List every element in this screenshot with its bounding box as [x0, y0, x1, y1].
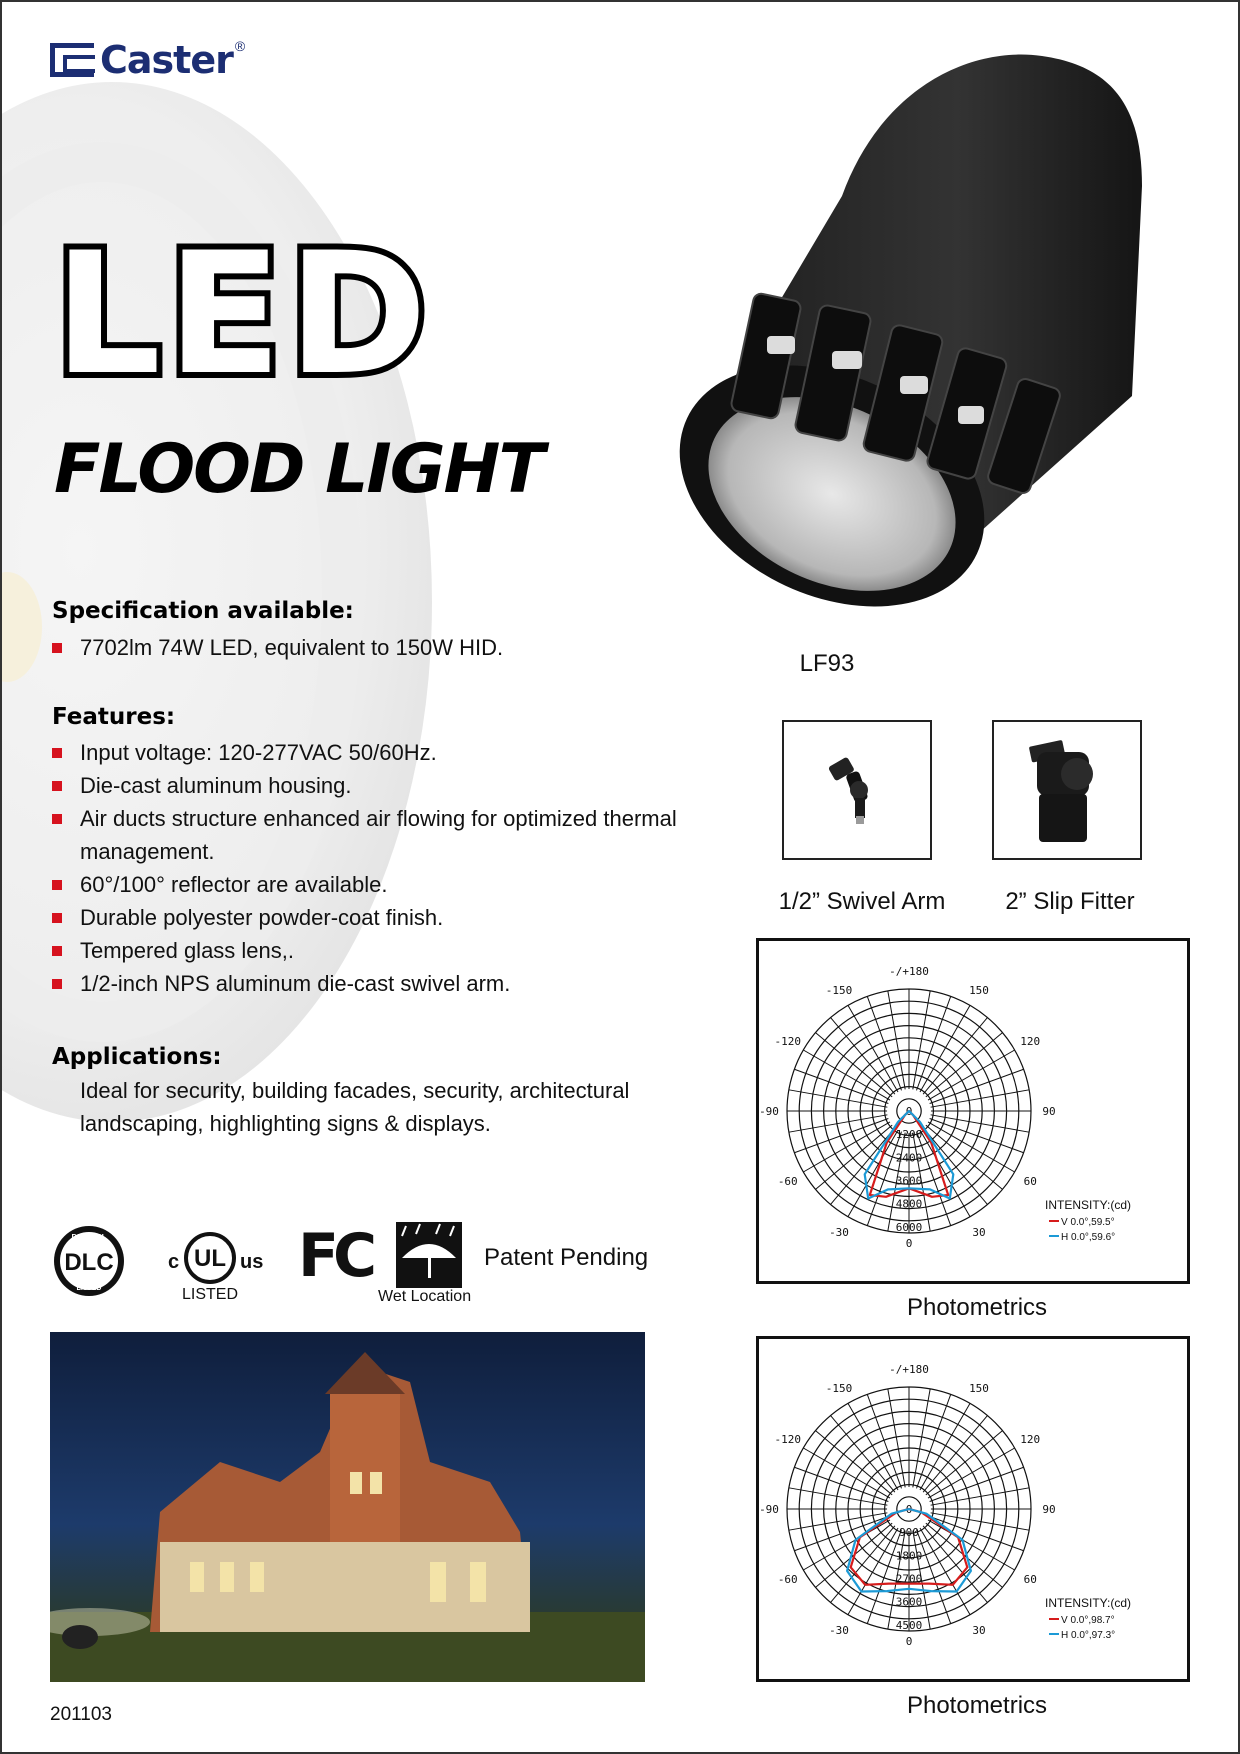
angle-label: -/+180	[889, 1363, 929, 1376]
features-list	[52, 736, 732, 1000]
angle-label: -120	[774, 1035, 802, 1048]
polar-spoke	[917, 1394, 951, 1488]
angle-label: 90	[1042, 1105, 1056, 1118]
ul-badge	[162, 1230, 272, 1310]
legend-label: V 0.0°,59.5°	[1061, 1217, 1115, 1228]
title-flood-light: FLOOD LIGHT	[54, 430, 543, 509]
angle-label: -60	[777, 1175, 798, 1188]
bullet-square-icon	[52, 946, 62, 956]
dlc-bottom-text: LISTED	[76, 1285, 102, 1292]
radial-tick-label: 4800	[895, 1197, 923, 1211]
spec-list	[52, 631, 503, 664]
angle-label: -60	[777, 1573, 798, 1586]
polar-spoke	[848, 1005, 898, 1092]
polar-spoke	[928, 1520, 1015, 1570]
bullet-square-icon	[52, 880, 62, 890]
swivel-arm-label: 1/2” Swivel Arm	[778, 888, 946, 915]
ul-us-text: us	[240, 1251, 264, 1273]
legend-title: INTENSITY:(cd)	[1045, 1198, 1132, 1212]
bullet-square-icon	[52, 748, 62, 758]
angle-label: 30	[972, 1226, 986, 1240]
polar-spoke	[803, 1448, 890, 1498]
angle-label: 30	[972, 1624, 986, 1638]
bullet-square-icon	[52, 979, 62, 989]
ul-mark-text: UL	[194, 1245, 226, 1272]
polar-spoke	[803, 1050, 890, 1100]
angle-label: 60	[1023, 1175, 1037, 1188]
fc-mark: FC	[298, 1221, 372, 1291]
bullet-square-icon	[52, 643, 62, 653]
angle-label: -90	[759, 1105, 779, 1118]
bullet-square-icon	[52, 913, 62, 923]
polar-spoke	[794, 1069, 888, 1103]
polar-spoke	[917, 996, 951, 1090]
polar-spoke	[928, 1050, 1015, 1100]
legend-label: H 0.0°,59.6°	[1061, 1232, 1116, 1243]
wet-location-badge	[396, 1222, 462, 1288]
spec-item: 7702lm 74W LED, equivalent to 150W HID.	[52, 631, 503, 664]
feature-item: Input voltage: 120-277VAC 50/60Hz.	[52, 736, 732, 769]
legend-title: INTENSITY:(cd)	[1045, 1596, 1132, 1610]
polar-spoke	[930, 1119, 1024, 1153]
radial-tick-label: 0	[905, 1503, 913, 1516]
photometric-chart-1	[756, 938, 1190, 1284]
angle-label: 120	[1020, 1035, 1041, 1048]
angle-label: -90	[759, 1503, 779, 1516]
dlc-badge	[52, 1224, 126, 1298]
registered-mark: ®	[234, 38, 246, 54]
ul-logo-icon	[162, 1230, 272, 1286]
radial-tick-label: 0	[905, 1237, 913, 1250]
brand-logo	[50, 38, 245, 82]
angle-label: -150	[825, 1381, 853, 1395]
caster-logo-icon	[50, 43, 94, 77]
angle-label: -120	[774, 1433, 802, 1446]
ul-c-text: c	[168, 1251, 180, 1273]
angle-label: 150	[969, 983, 989, 997]
patent-pending-text: Patent Pending	[484, 1244, 649, 1271]
slip-fitter-icon	[994, 722, 1140, 858]
ul-listed-label: LISTED	[182, 1286, 239, 1303]
radial-tick-label: 1200	[895, 1128, 923, 1142]
polar-spoke	[928, 1448, 1015, 1498]
polar-spoke	[867, 996, 901, 1090]
radial-tick-label: 2700	[895, 1572, 923, 1586]
polar-spoke	[794, 1517, 888, 1551]
umbrella-rain-icon	[396, 1222, 462, 1288]
applications-heading: Applications:	[52, 1044, 222, 1070]
radial-tick-label: 3600	[895, 1595, 923, 1609]
feature-item: 60°/100° reflector are available.	[52, 868, 732, 901]
radial-tick-label: 4500	[895, 1618, 923, 1632]
photometrics-caption-2: Photometrics	[906, 1692, 1048, 1719]
polar-spoke	[930, 1517, 1024, 1551]
radial-tick-label: 3600	[895, 1174, 923, 1188]
radial-tick-label: 2400	[895, 1151, 923, 1165]
angle-label: -/+180	[889, 965, 929, 978]
product-image	[642, 46, 1162, 666]
polar-spoke	[930, 1467, 1024, 1501]
photometric-chart-2	[756, 1336, 1190, 1682]
angle-label: -150	[825, 983, 853, 997]
application-photo	[50, 1332, 645, 1682]
polar-spoke	[920, 1403, 970, 1490]
polar-spoke	[928, 1122, 1015, 1172]
feature-item: Air ducts structure enhanced air flowing for optimized thermal management.	[52, 802, 732, 868]
radial-tick-label: 1800	[895, 1549, 923, 1563]
accessory-swivel-arm	[782, 720, 932, 860]
polar-spoke	[848, 1130, 898, 1217]
product-model: LF93	[799, 650, 855, 677]
wet-location-label: Wet Location	[378, 1288, 472, 1305]
title-led: LED	[54, 216, 434, 412]
feature-item: Durable polyester powder-coat finish.	[52, 901, 732, 934]
polar-spoke	[920, 1005, 970, 1092]
radial-tick-label: 0	[905, 1635, 913, 1648]
polar-spoke	[803, 1122, 890, 1172]
applications-text: Ideal for security, building facades, security, architectural landscaping, highlighting signs & displays.	[80, 1078, 630, 1136]
angle-label: 60	[1023, 1573, 1037, 1586]
radial-tick-label: 900	[899, 1526, 919, 1540]
legend-label: V 0.0°,98.7°	[1061, 1615, 1115, 1626]
accessory-slip-fitter	[992, 720, 1142, 860]
features-heading: Features:	[52, 704, 176, 730]
polar-spoke	[794, 1467, 888, 1501]
polar-spoke	[794, 1119, 888, 1153]
radial-tick-label: 0	[905, 1105, 913, 1118]
angle-label: 90	[1042, 1503, 1056, 1516]
polar-chart-svg-2	[759, 1339, 1187, 1679]
feature-item: 1/2-inch NPS aluminum die-cast swivel arm.	[52, 967, 732, 1000]
feature-item: Tempered glass lens,.	[52, 934, 732, 967]
polar-spoke	[930, 1069, 1024, 1103]
polar-spoke	[920, 1130, 970, 1217]
castle-building-image	[50, 1332, 645, 1682]
document-id: 201103	[50, 1704, 112, 1725]
dlc-text: DLC	[64, 1249, 114, 1276]
feature-item: Die-cast aluminum housing.	[52, 769, 732, 802]
bullet-square-icon	[52, 814, 62, 824]
swivel-arm-icon	[784, 722, 930, 858]
photometrics-caption-1: Photometrics	[906, 1294, 1048, 1321]
brand-name: Caster	[100, 38, 233, 82]
angle-label: 120	[1020, 1433, 1041, 1446]
angle-label: -30	[829, 1226, 849, 1240]
bullet-square-icon	[52, 781, 62, 791]
dlc-top-text: DLC QPL	[71, 1233, 107, 1242]
polar-spoke	[867, 1394, 901, 1488]
radial-tick-label: 6000	[895, 1220, 923, 1234]
slip-fitter-label: 2” Slip Fitter	[1005, 888, 1135, 915]
angle-label: 150	[969, 1381, 989, 1395]
polar-spoke	[848, 1403, 898, 1490]
dlc-logo-icon	[52, 1224, 126, 1298]
angle-label: -30	[829, 1624, 849, 1638]
legend-label: H 0.0°,97.3°	[1061, 1630, 1116, 1641]
polar-chart-svg-1	[759, 941, 1187, 1281]
polar-spoke	[803, 1520, 890, 1570]
spec-heading: Specification available:	[52, 598, 354, 624]
